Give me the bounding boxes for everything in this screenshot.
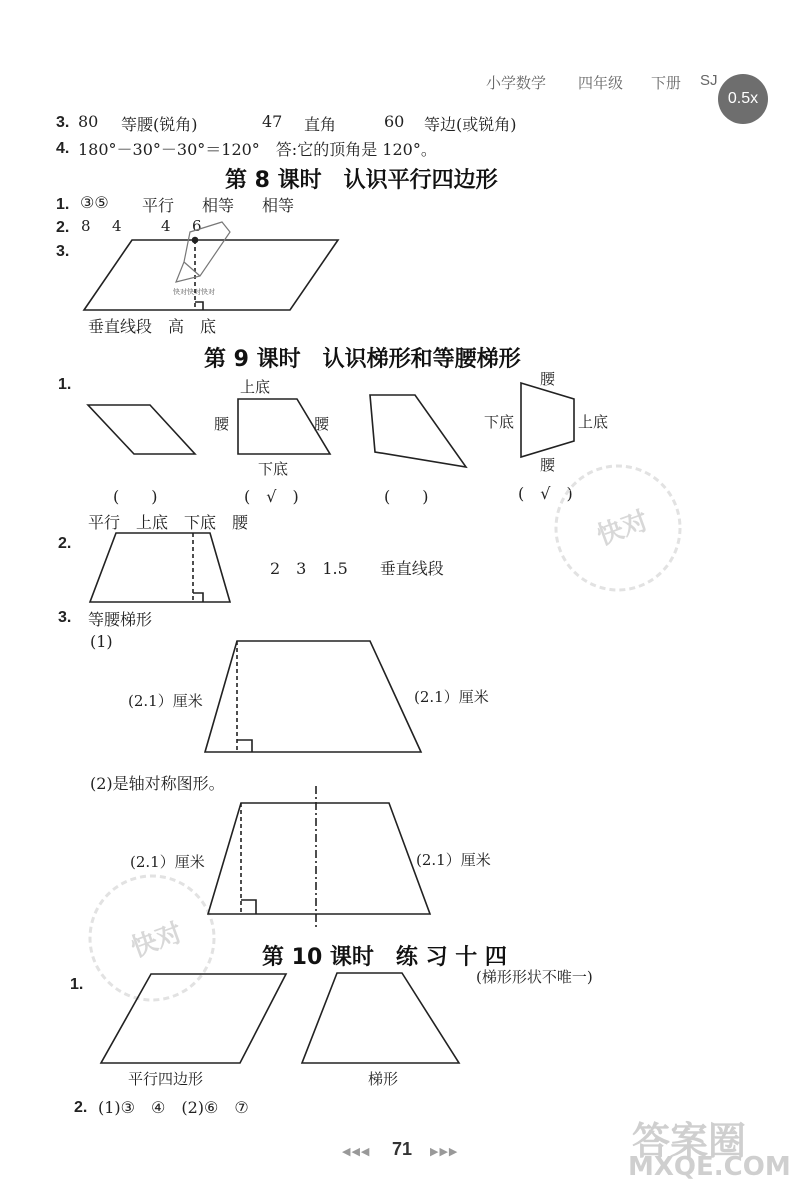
l9-q1-ans4: ( √ ) <box>518 484 573 503</box>
l9-q2-right-angle <box>193 593 203 602</box>
l9-q1-words: 平行 上底 下底 腰 <box>88 513 249 532</box>
fig1-left-measure: (2.1）厘米 <box>128 692 203 710</box>
l10-q1-note: (梯形形状不唯一) <box>476 968 593 986</box>
l8-q1-a4: 相等 <box>262 196 295 215</box>
s4-top-label: 腰 <box>540 370 556 388</box>
lesson9-title: 第 9 课时 认识梯形和等腰梯形 <box>204 347 521 372</box>
q4-answer: 180°－30°－30°＝120° 答:它的顶角是 120°。 <box>78 140 437 159</box>
s2-left-label: 腰 <box>214 415 230 433</box>
l8-q3-labels: 垂直线段 高 底 <box>88 317 217 336</box>
l9-shape2-trapezoid <box>238 399 330 454</box>
q3-a5: 60 <box>384 112 405 131</box>
s4-right-label: 上底 <box>578 413 609 431</box>
q3-a1: 80 <box>78 112 99 131</box>
l8-q2-a3: 4 <box>161 217 171 235</box>
q3-number: 3. <box>56 114 70 131</box>
header-term: 下册 <box>651 75 682 92</box>
s2-bottom-label: 下底 <box>258 460 289 478</box>
l10-shape1-label: 平行四边形 <box>128 1070 204 1088</box>
q3-a4: 直角 <box>304 115 337 134</box>
s4-left-label: 下底 <box>484 413 515 431</box>
l10-q2-answer: (1)③ ④ (2)⑥ ⑦ <box>98 1098 249 1117</box>
l8-q2-a2: 4 <box>112 217 122 235</box>
l10-q2-number: 2. <box>74 1099 88 1116</box>
l9-shape1-parallelogram <box>88 405 195 454</box>
header-subject: 小学数学 <box>486 75 547 92</box>
watermark-site: MXQE.COM <box>628 1152 791 1182</box>
l9-q1-ans1: ( ) <box>113 487 158 506</box>
watermark-brand-2: 快对 <box>127 917 187 964</box>
lesson8-title: 第 8 课时 认识平行四边形 <box>225 168 498 193</box>
fig2-right-measure: (2.1）厘米 <box>416 851 491 869</box>
l8-q2-number: 2. <box>56 219 70 236</box>
watermark-logo: 答案圈 <box>632 1119 747 1163</box>
l10-q1-number: 1. <box>70 976 84 993</box>
q3-a6: 等边(或锐角) <box>424 115 517 134</box>
header-grade: 四年级 <box>578 75 624 92</box>
l9-q1-ans2: ( √ ) <box>244 487 299 506</box>
zoom-button[interactable]: 0.5x <box>718 74 768 124</box>
l8-q3-number: 3. <box>56 243 70 260</box>
l9-q2-answer: 2 3 1.5 垂直线段 <box>270 559 444 578</box>
s2-top-label: 上底 <box>240 378 271 396</box>
l8-q1-a3: 相等 <box>202 196 235 215</box>
l8-vertex-dot <box>193 238 198 243</box>
l9-q3-label: 等腰梯形 <box>88 610 153 629</box>
l9-q3-part2: (2)是轴对称图形。 <box>90 774 225 793</box>
l8-q1-a1: ③⑤ <box>80 193 109 212</box>
lesson10-title: 第 10 课时 练 习 十 四 <box>262 945 507 970</box>
l8-right-angle-mark <box>195 302 203 310</box>
l8-q1-a2: 平行 <box>142 196 175 215</box>
fig1-right-measure: (2.1）厘米 <box>414 688 489 706</box>
l9-q3-fig2-right-angle <box>241 900 256 914</box>
l10-shape2-label: 梯形 <box>368 1070 399 1088</box>
l8-parallelogram <box>84 240 338 310</box>
l9-shape3-quadrilateral <box>370 395 466 467</box>
l9-q1-ans3: ( ) <box>384 487 429 506</box>
fig2-left-measure: (2.1）厘米 <box>130 853 205 871</box>
prev-page-arrows[interactable]: ◀◀◀ <box>342 1145 371 1158</box>
l9-shape4-trapezoid <box>521 383 574 457</box>
l9-q2-trapezoid <box>90 533 230 602</box>
header-edition: SJ <box>700 72 718 89</box>
l9-q3-part1: (1) <box>90 632 113 651</box>
stamp-text: 快对快对快对 <box>173 288 215 296</box>
s4-bottom-label: 腰 <box>540 456 556 474</box>
l9-q1-number: 1. <box>58 376 72 393</box>
l9-q3-fig1-right-angle <box>237 740 252 752</box>
q3-a3: 47 <box>262 112 283 131</box>
next-page-arrows[interactable]: ▶▶▶ <box>430 1145 459 1158</box>
q3-a2: 等腰(锐角) <box>121 115 198 134</box>
watermark-circle-icon <box>90 466 680 1000</box>
l10-parallelogram <box>101 974 286 1063</box>
q4-number: 4. <box>56 140 70 157</box>
watermark-brand-1: 快对 <box>593 505 653 552</box>
s2-right-label: 腰 <box>314 415 330 433</box>
pencil-icon <box>176 222 230 282</box>
l9-q3-number: 3. <box>58 609 72 626</box>
l9-q2-number: 2. <box>58 535 72 552</box>
l10-trapezoid <box>302 973 459 1063</box>
l8-q1-number: 1. <box>56 196 70 213</box>
l8-q2-a1: 8 <box>81 217 91 235</box>
page-number: 71 <box>392 1139 413 1159</box>
l8-q2-a4: 6 <box>192 217 202 235</box>
